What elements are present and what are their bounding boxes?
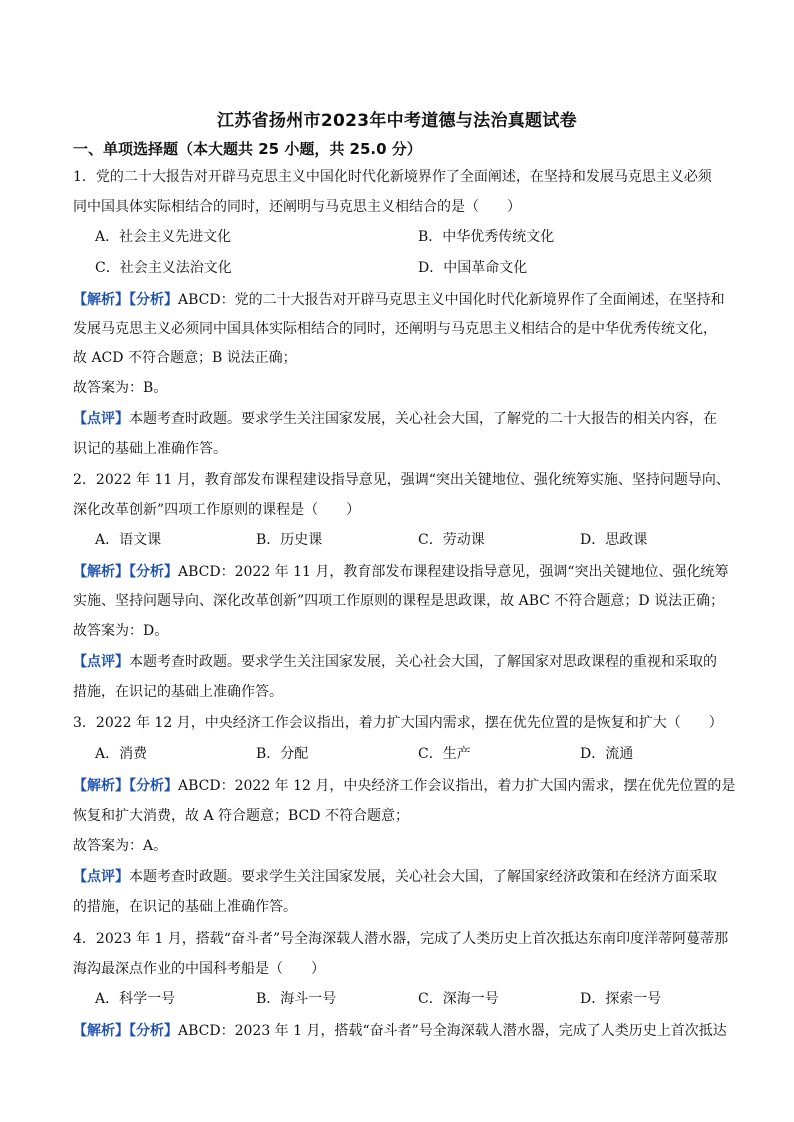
q2-stem-line-2: 深化改革创新”四项工作原则的课程是（ ） [73, 502, 361, 518]
q3-stem-line-1: 3．2022 年 12 月，中央经济工作会议指出，着力扩大国内需求，摆在优先位置的是恢复和扩大（ ） [73, 715, 723, 731]
q2-option-c: C．劳动课 [418, 532, 485, 548]
q1-option-a: A．社会主义先进文化 [95, 229, 232, 245]
comment-tag: 【点评】 [73, 654, 129, 670]
q4-stem-line-1: 4．2023 年 1 月，搭载“奋斗者”号全海深载人潜水器，完成了人类历史上首次抵达东南印度洋蒂阿蔓蒂那 [73, 931, 729, 947]
page-title: 江苏省扬州市2023年中考道德与法治真题试卷 [217, 111, 577, 131]
q2-analysis-text-1: ABCD：2022 年 11 月，教育部发布课程建设指导意见，强调“突出关键地位、强化统筹 [178, 564, 729, 580]
comment-tag: 【点评】 [73, 411, 129, 427]
q1-comment-line-1 [73, 409, 717, 429]
q3-comment-text-1: 本题考查时政题。要求学生关注国家发展，关心社会大国，了解国家经济政策和在经济方面采取 [129, 869, 717, 885]
q1-analysis-line-3: 故 ACD 不符合题意；B 说法正确； [73, 350, 297, 366]
q3-answer: 故答案为：A。 [73, 838, 168, 854]
q4-option-a: A．科学一号 [95, 991, 176, 1007]
q3-option-d: D．流通 [580, 746, 634, 762]
q1-option-b: B．中华优秀传统文化 [418, 229, 555, 245]
q2-stem-line-1: 2．2022 年 11 月，教育部发布课程建设指导意见，强调“突出关键地位、强化统筹实施、坚持问题导向、 [73, 472, 730, 488]
q3-option-c: C．生产 [418, 746, 471, 762]
fenxi-tag: 【分析】 [129, 564, 178, 580]
q1-option-d: D．中国革命文化 [418, 260, 528, 276]
comment-tag: 【点评】 [73, 869, 129, 885]
q4-stem-line-2: 海沟最深点作业的中国科考船是（ ） [73, 961, 325, 977]
q1-analysis-line-2: 发展马克思主义必须同中国具体实际相结合的同时，还阐明与马克思主义相结合的是中华优秀传统文化， [73, 321, 717, 337]
q2-comment-text-1: 本题考查时政题。要求学生关注国家发展，关心社会大国，了解国家对思政课程的重视和采取的 [129, 654, 717, 670]
q2-option-d: D．思政课 [580, 532, 648, 548]
q2-comment-line-2: 措施，在识记的基础上准确作答。 [73, 684, 283, 700]
q3-comment-line-1 [73, 867, 717, 887]
q2-option-b: B．历史课 [256, 532, 323, 548]
fenxi-tag: 【分析】 [129, 778, 178, 794]
analysis-tag: 【解析】 [73, 564, 129, 580]
q1-option-c: C．社会主义法治文化 [95, 260, 232, 276]
q3-analysis-line-2: 恢复和扩大消费，故 A 符合题意；BCD 不符合题意； [73, 808, 409, 824]
q1-comment-text-1: 本题考查时政题。要求学生关注国家发展，关心社会大国，了解党的二十大报告的相关内容，在 [129, 411, 717, 427]
q3-option-b: B．分配 [256, 746, 309, 762]
q2-analysis-line-2: 实施、坚持问题导向、深化改革创新”四项工作原则的课程是思政课，故 ABC 不符合题意；D 说法正确； [73, 593, 725, 609]
q4-option-c: C．深海一号 [418, 991, 499, 1007]
q4-option-d: D．探索一号 [580, 991, 662, 1007]
analysis-tag: 【解析】 [73, 1023, 129, 1039]
q2-option-a: A．语文课 [95, 532, 162, 548]
q1-analysis-line-1 [73, 290, 725, 310]
q2-analysis-line-1 [73, 562, 729, 582]
q1-answer: 故答案为：B。 [73, 380, 168, 396]
section-heading: 一、单项选择题（本大题共 25 小题，共 25.0 分） [73, 140, 422, 158]
q1-comment-line-2: 识记的基础上准确作答。 [73, 441, 227, 457]
q3-option-a: A．消费 [95, 746, 148, 762]
q3-comment-line-2: 的措施，在识记的基础上准确作答。 [73, 899, 297, 915]
q3-analysis-text-1: ABCD：2022 年 12 月，中央经济工作会议指出，着力扩大国内需求，摆在优先位置的是 [178, 778, 736, 794]
q4-option-b: B．海斗一号 [256, 991, 337, 1007]
q1-stem-line-2: 同中国具体实际相结合的同时，还阐明与马克思主义相结合的是（ ） [73, 199, 521, 215]
fenxi-tag: 【分析】 [129, 1023, 178, 1039]
q3-analysis-line-1 [73, 776, 735, 796]
analysis-tag: 【解析】 [73, 778, 129, 794]
q2-answer: 故答案为：D。 [73, 623, 169, 639]
q2-comment-line-1 [73, 652, 717, 672]
q4-analysis-line-1 [73, 1021, 727, 1041]
q4-analysis-text-1: ABCD：2023 年 1 月，搭载“奋斗者”号全海深载人潜水器，完成了人类历史上首次抵达 [178, 1023, 727, 1039]
fenxi-tag: 【分析】 [129, 292, 178, 308]
q1-analysis-text-1: ABCD：党的二十大报告对开辟马克思主义中国化时代化新境界作了全面阐述，在坚持和 [178, 292, 725, 308]
q1-stem-line-1: 1．党的二十大报告对开辟马克思主义中国化时代化新境界作了全面阐述，在坚持和发展马克思主义必须 [73, 169, 712, 185]
analysis-tag: 【解析】 [73, 292, 129, 308]
